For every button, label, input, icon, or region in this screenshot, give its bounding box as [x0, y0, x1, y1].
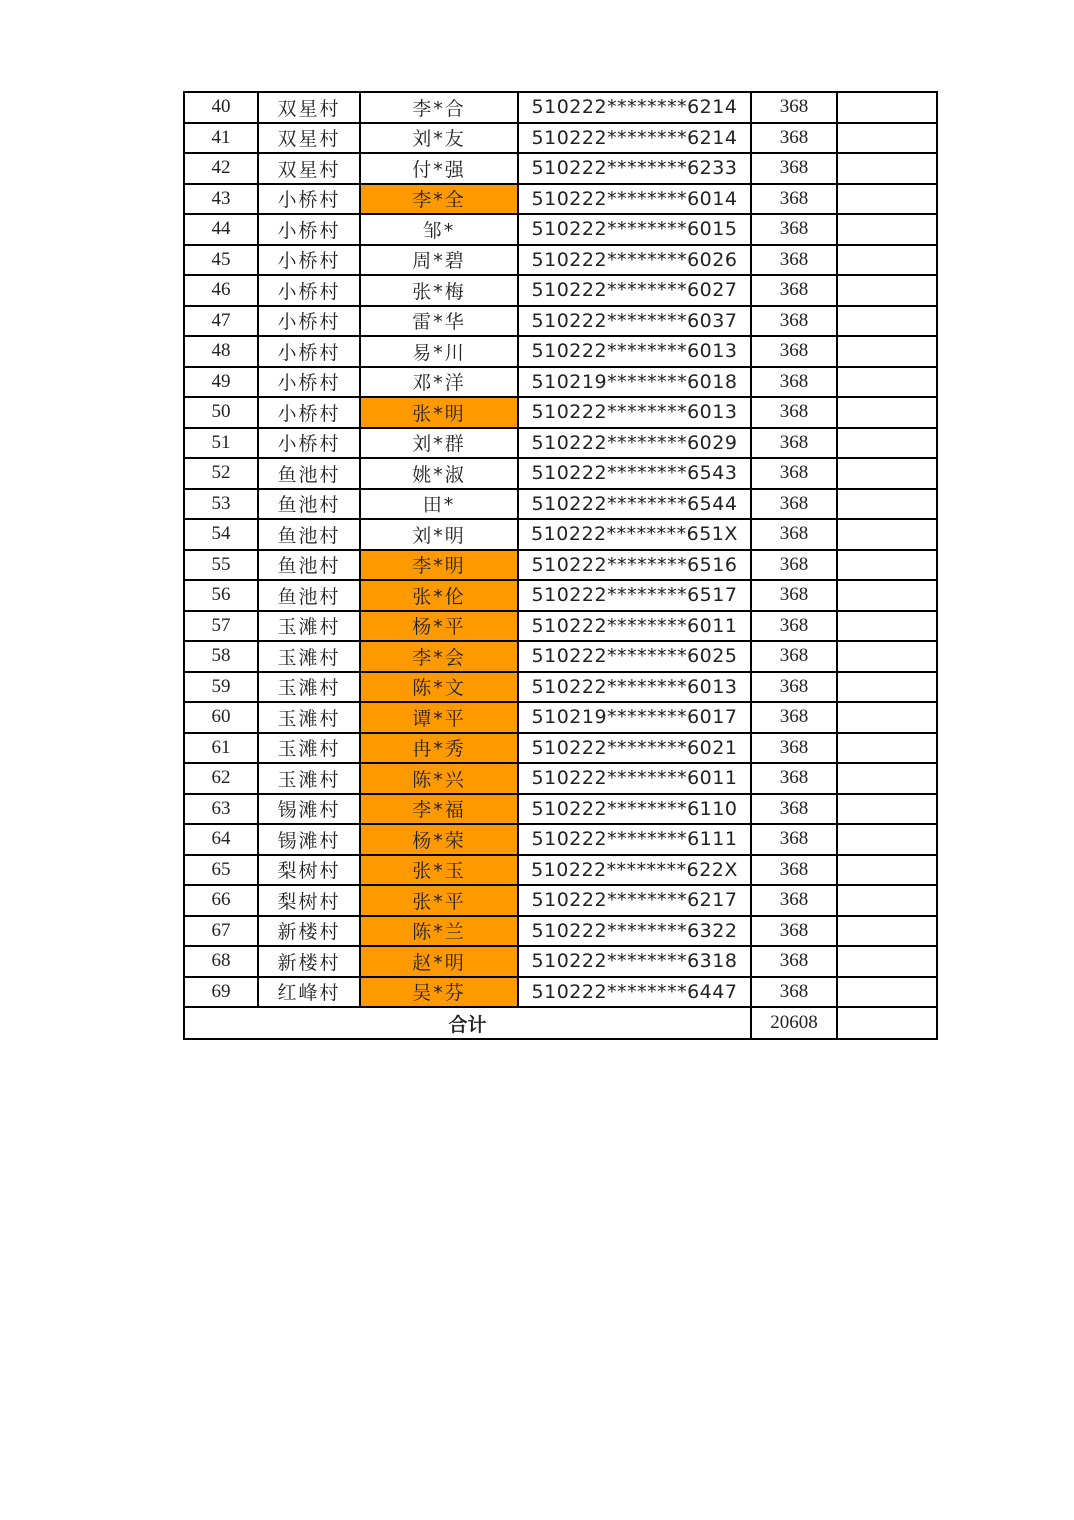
subsidy-table: [183, 91, 938, 1040]
row-name: 李*合: [360, 92, 518, 123]
row-amount: 368: [751, 946, 837, 977]
row-village: 小桥村: [258, 397, 360, 428]
row-name: 姚*淑: [360, 458, 518, 489]
row-village: 玉滩村: [258, 641, 360, 672]
row-number: 63: [184, 794, 258, 825]
row-village: 小桥村: [258, 428, 360, 459]
table-row: [184, 245, 937, 276]
table-row: [184, 92, 937, 123]
row-note: [837, 397, 937, 428]
table-row: [184, 214, 937, 245]
row-note: [837, 306, 937, 337]
table-row: [184, 184, 937, 215]
row-id-number: 510222********6037: [518, 306, 751, 337]
row-number: 64: [184, 824, 258, 855]
row-note: [837, 184, 937, 215]
row-amount: 368: [751, 763, 837, 794]
row-id-number: 510222********6025: [518, 641, 751, 672]
row-note: [837, 214, 937, 245]
row-amount: 368: [751, 458, 837, 489]
row-number: 51: [184, 428, 258, 459]
row-id-number: 510222********6233: [518, 153, 751, 184]
row-village: 小桥村: [258, 367, 360, 398]
table-row: [184, 672, 937, 703]
row-amount: 368: [751, 977, 837, 1008]
row-village: 玉滩村: [258, 733, 360, 764]
row-number: 53: [184, 489, 258, 520]
row-number: 62: [184, 763, 258, 794]
row-amount: 368: [751, 153, 837, 184]
row-village: 鱼池村: [258, 580, 360, 611]
table-row: [184, 336, 937, 367]
row-name: 张*平: [360, 885, 518, 916]
row-id-number: 510222********6544: [518, 489, 751, 520]
row-village: 小桥村: [258, 245, 360, 276]
row-name: 田*: [360, 489, 518, 520]
row-note: [837, 367, 937, 398]
row-village: 玉滩村: [258, 672, 360, 703]
total-label: 合计: [184, 1007, 751, 1039]
row-village: 红峰村: [258, 977, 360, 1008]
row-note: [837, 275, 937, 306]
row-amount: 368: [751, 397, 837, 428]
table-row: [184, 794, 937, 825]
row-amount: 368: [751, 92, 837, 123]
row-amount: 368: [751, 580, 837, 611]
table-row: [184, 885, 937, 916]
row-note: [837, 885, 937, 916]
row-id-number: 510222********6110: [518, 794, 751, 825]
row-note: [837, 763, 937, 794]
row-note: [837, 794, 937, 825]
row-village: 锡滩村: [258, 824, 360, 855]
row-village: 鱼池村: [258, 519, 360, 550]
row-amount: 368: [751, 702, 837, 733]
row-note: [837, 702, 937, 733]
row-amount: 368: [751, 123, 837, 154]
table-body: [184, 92, 937, 1007]
row-note: [837, 92, 937, 123]
row-note: [837, 733, 937, 764]
row-number: 42: [184, 153, 258, 184]
row-note: [837, 855, 937, 886]
row-id-number: 510222********6014: [518, 184, 751, 215]
row-name: 刘*友: [360, 123, 518, 154]
row-amount: 368: [751, 794, 837, 825]
row-id-number: 510222********6516: [518, 550, 751, 581]
row-id-number: 510222********6214: [518, 92, 751, 123]
row-note: [837, 977, 937, 1008]
row-name: 刘*明: [360, 519, 518, 550]
table-row: [184, 458, 937, 489]
row-name: 杨*荣: [360, 824, 518, 855]
row-name: 杨*平: [360, 611, 518, 642]
table-row: [184, 367, 937, 398]
row-note: [837, 550, 937, 581]
row-number: 54: [184, 519, 258, 550]
table-row: [184, 946, 937, 977]
row-number: 65: [184, 855, 258, 886]
row-number: 50: [184, 397, 258, 428]
row-name: 张*明: [360, 397, 518, 428]
row-note: [837, 123, 937, 154]
row-village: 双星村: [258, 123, 360, 154]
row-id-number: 510222********6217: [518, 885, 751, 916]
row-name: 邹*: [360, 214, 518, 245]
table-row: [184, 580, 937, 611]
row-number: 41: [184, 123, 258, 154]
table-row: [184, 275, 937, 306]
row-id-number: 510222********6029: [518, 428, 751, 459]
row-note: [837, 916, 937, 947]
row-note: [837, 458, 937, 489]
row-number: 55: [184, 550, 258, 581]
row-note: [837, 611, 937, 642]
row-village: 锡滩村: [258, 794, 360, 825]
row-name: 冉*秀: [360, 733, 518, 764]
row-id-number: 510222********6011: [518, 763, 751, 794]
row-village: 双星村: [258, 92, 360, 123]
row-id-number: 510222********6021: [518, 733, 751, 764]
row-village: 玉滩村: [258, 702, 360, 733]
row-amount: 368: [751, 306, 837, 337]
row-amount: 368: [751, 428, 837, 459]
total-note: [837, 1007, 937, 1039]
row-amount: 368: [751, 916, 837, 947]
row-id-number: 510219********6017: [518, 702, 751, 733]
row-number: 60: [184, 702, 258, 733]
table-row: [184, 550, 937, 581]
table-row: [184, 153, 937, 184]
row-amount: 368: [751, 855, 837, 886]
row-note: [837, 824, 937, 855]
row-amount: 368: [751, 672, 837, 703]
row-name: 谭*平: [360, 702, 518, 733]
table-row: [184, 733, 937, 764]
row-id-number: 510222********6027: [518, 275, 751, 306]
row-name: 李*福: [360, 794, 518, 825]
row-id-number: 510222********6214: [518, 123, 751, 154]
table-row: [184, 916, 937, 947]
row-number: 47: [184, 306, 258, 337]
row-number: 66: [184, 885, 258, 916]
row-number: 45: [184, 245, 258, 276]
row-note: [837, 641, 937, 672]
row-name: 陈*兴: [360, 763, 518, 794]
row-village: 新楼村: [258, 946, 360, 977]
row-amount: 368: [751, 611, 837, 642]
total-row: [184, 1007, 937, 1039]
row-village: 小桥村: [258, 306, 360, 337]
row-number: 59: [184, 672, 258, 703]
row-amount: 368: [751, 367, 837, 398]
row-number: 44: [184, 214, 258, 245]
row-id-number: 510222********6013: [518, 672, 751, 703]
row-number: 43: [184, 184, 258, 215]
row-number: 40: [184, 92, 258, 123]
row-number: 58: [184, 641, 258, 672]
row-number: 68: [184, 946, 258, 977]
table-row: [184, 702, 937, 733]
row-name: 李*全: [360, 184, 518, 215]
row-number: 52: [184, 458, 258, 489]
row-amount: 368: [751, 336, 837, 367]
table-row: [184, 306, 937, 337]
row-id-number: 510222********6026: [518, 245, 751, 276]
row-village: 鱼池村: [258, 489, 360, 520]
row-note: [837, 519, 937, 550]
row-name: 李*会: [360, 641, 518, 672]
row-village: 梨树村: [258, 885, 360, 916]
row-amount: 368: [751, 214, 837, 245]
row-number: 69: [184, 977, 258, 1008]
row-amount: 368: [751, 641, 837, 672]
row-number: 67: [184, 916, 258, 947]
row-id-number: 510222********6011: [518, 611, 751, 642]
row-number: 48: [184, 336, 258, 367]
row-name: 刘*群: [360, 428, 518, 459]
table-row: [184, 611, 937, 642]
table-row: [184, 123, 937, 154]
row-name: 付*强: [360, 153, 518, 184]
row-village: 小桥村: [258, 184, 360, 215]
row-name: 吴*芬: [360, 977, 518, 1008]
row-id-number: 510222********651X: [518, 519, 751, 550]
row-note: [837, 153, 937, 184]
row-amount: 368: [751, 245, 837, 276]
row-number: 57: [184, 611, 258, 642]
row-name: 陈*文: [360, 672, 518, 703]
table-row: [184, 397, 937, 428]
row-village: 双星村: [258, 153, 360, 184]
row-id-number: 510222********6111: [518, 824, 751, 855]
row-id-number: 510222********6013: [518, 397, 751, 428]
table-row: [184, 763, 937, 794]
row-name: 邓*洋: [360, 367, 518, 398]
row-number: 46: [184, 275, 258, 306]
row-village: 小桥村: [258, 214, 360, 245]
row-village: 梨树村: [258, 855, 360, 886]
row-village: 玉滩村: [258, 763, 360, 794]
row-amount: 368: [751, 519, 837, 550]
row-name: 张*伦: [360, 580, 518, 611]
row-id-number: 510222********6447: [518, 977, 751, 1008]
row-name: 陈*兰: [360, 916, 518, 947]
row-id-number: 510222********622X: [518, 855, 751, 886]
row-amount: 368: [751, 885, 837, 916]
row-note: [837, 672, 937, 703]
row-village: 鱼池村: [258, 550, 360, 581]
row-village: 小桥村: [258, 336, 360, 367]
row-id-number: 510222********6015: [518, 214, 751, 245]
row-id-number: 510219********6018: [518, 367, 751, 398]
row-note: [837, 428, 937, 459]
row-id-number: 510222********6013: [518, 336, 751, 367]
row-name: 张*梅: [360, 275, 518, 306]
row-amount: 368: [751, 550, 837, 581]
row-amount: 368: [751, 824, 837, 855]
row-village: 鱼池村: [258, 458, 360, 489]
row-id-number: 510222********6318: [518, 946, 751, 977]
row-name: 张*玉: [360, 855, 518, 886]
table-row: [184, 519, 937, 550]
row-name: 周*碧: [360, 245, 518, 276]
row-amount: 368: [751, 275, 837, 306]
row-note: [837, 580, 937, 611]
row-amount: 368: [751, 489, 837, 520]
table-row: [184, 428, 937, 459]
row-id-number: 510222********6517: [518, 580, 751, 611]
row-amount: 368: [751, 733, 837, 764]
table-row: [184, 641, 937, 672]
row-id-number: 510222********6543: [518, 458, 751, 489]
row-id-number: 510222********6322: [518, 916, 751, 947]
row-village: 新楼村: [258, 916, 360, 947]
row-note: [837, 489, 937, 520]
total-amount: 20608: [751, 1007, 837, 1039]
row-number: 49: [184, 367, 258, 398]
table-row: [184, 824, 937, 855]
row-number: 61: [184, 733, 258, 764]
row-amount: 368: [751, 184, 837, 215]
row-name: 易*川: [360, 336, 518, 367]
row-village: 小桥村: [258, 275, 360, 306]
row-note: [837, 946, 937, 977]
row-name: 李*明: [360, 550, 518, 581]
row-note: [837, 245, 937, 276]
row-note: [837, 336, 937, 367]
row-name: 赵*明: [360, 946, 518, 977]
row-village: 玉滩村: [258, 611, 360, 642]
row-name: 雷*华: [360, 306, 518, 337]
table-row: [184, 977, 937, 1008]
row-number: 56: [184, 580, 258, 611]
table-row: [184, 855, 937, 886]
table-row: [184, 489, 937, 520]
